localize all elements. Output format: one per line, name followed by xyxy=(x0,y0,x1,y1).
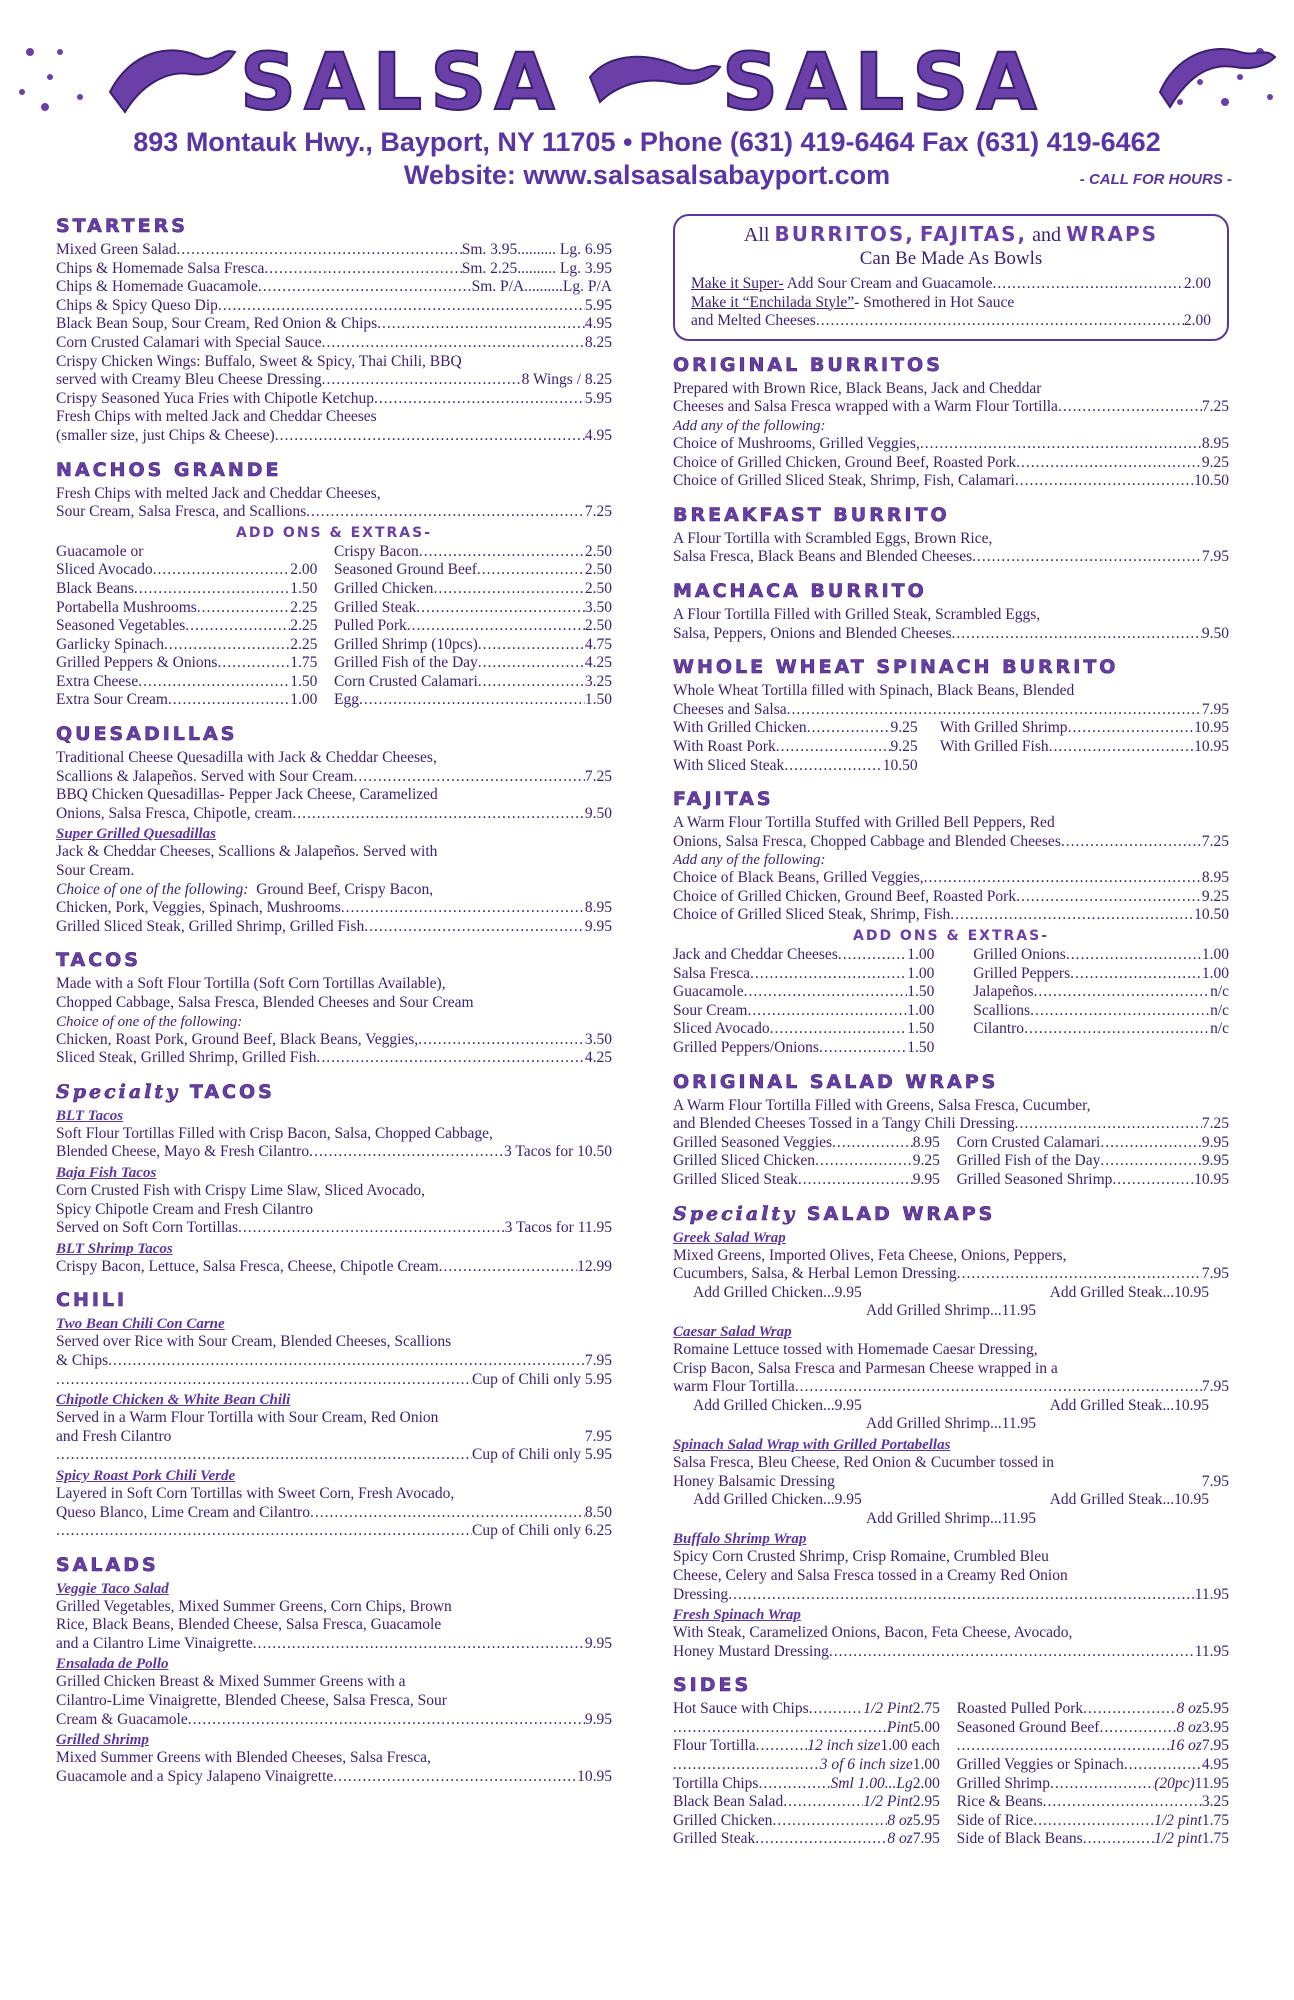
menu-item: Scallions ..... n/c xyxy=(973,1002,1229,1021)
menu-item: (smaller size, just Chips & Cheese) ..... 4.95 xyxy=(56,427,612,446)
logo-text-left: SALSA xyxy=(240,38,563,128)
gecko-decoration-icon xyxy=(0,22,1294,127)
wings-line1: Crispy Chicken Wings: Buffalo, Sweet & Spicy, Thai Chili, BBQ xyxy=(56,352,462,370)
addon-line: Add Grilled Shrimp...11.95 xyxy=(866,1302,1036,1320)
menu-item: Black Bean Salad ..... 1/2 Pint 2.95 xyxy=(673,1793,940,1812)
menu-item: Grilled Seasoned Shrimp ..... 10.95 xyxy=(957,1171,1229,1190)
menu-item: ..... Cup of Chili only 6.25 xyxy=(56,1522,612,1541)
desc-line: Served in a Warm Flour Tortilla with Sour Cream, Red Onion xyxy=(56,1409,439,1427)
menu-item: With Grilled Fish ..... 10.95 xyxy=(940,738,1229,757)
whole-wheat-options xyxy=(673,719,1229,775)
menu-item: Side of Rice ..... 1/2 pint 1.75 xyxy=(957,1812,1229,1831)
menu-item: Grilled Peppers ..... 1.00 xyxy=(973,965,1229,984)
note-line: Add any of the following: xyxy=(673,852,826,869)
menu-item: Chicken, Pork, Veggies, Spinach, Mushrooms ..... 8.95 xyxy=(56,899,612,918)
menu-item: Guacamole and a Spicy Jalapeno Vinaigrette ..... 10.95 xyxy=(56,1768,612,1787)
specialty-wraps-title: Specialty SALAD WRAPS xyxy=(673,1202,996,1225)
menu-item: & Chips ..... 7.95 xyxy=(56,1352,612,1371)
machaca-burrito-title: MACHACA BURRITO xyxy=(673,579,927,602)
menu-item: Side of Black Beans ..... 1/2 pint 1.75 xyxy=(957,1830,1229,1849)
salads-title: SALADS xyxy=(56,1553,159,1576)
call-for-hours: - CALL FOR HOURS - xyxy=(1079,171,1232,188)
menu-item: Sliced Steak, Grilled Shrimp, Grilled Fish ..... 4.25 xyxy=(56,1049,612,1068)
menu-item: Grilled Peppers & Onions ..... 1.75 xyxy=(56,654,317,673)
menu-item: Black Bean Soup, Sour Cream, Red Onion & Chips ..... 4.95 xyxy=(56,315,612,334)
bowls-box xyxy=(673,214,1229,341)
note-line: Add any of the following: xyxy=(673,417,826,434)
fajitas-title: FAJITAS xyxy=(673,788,774,811)
salad-wraps-title: ORIGINAL SALAD WRAPS xyxy=(673,1070,999,1093)
menu-item: Choice of Black Beans, Grilled Veggies, ..... 8.95 xyxy=(673,869,1229,888)
menu-item: Seasoned Ground Beef ..... 8 oz 3.95 xyxy=(957,1719,1229,1738)
sides-list xyxy=(673,1700,1229,1849)
menu-item: Mixed Green Salad ..... Sm. 3.95.......... Lg. 6.95 xyxy=(56,241,612,260)
menu-item: ..... Cup of Chili only 5.95 xyxy=(56,1446,612,1465)
desc-line: Layered in Soft Corn Tortillas with Sweet Corn, Fresh Avocado, xyxy=(56,1484,455,1502)
menu-item: Seasoned Vegetables ..... 2.25 xyxy=(56,617,317,636)
website-line: Website: www.salsasalsabayport.com xyxy=(403,160,891,190)
desc-line: Rice, Black Beans, Blended Cheese, Salsa Fresca, Guacamole xyxy=(56,1616,442,1634)
menu-item: Grilled Sliced Chicken ..... 9.25 xyxy=(673,1152,940,1171)
addon-line: Add Grilled Chicken...9.95 Add Grilled Steak...10.95 xyxy=(693,1283,1209,1301)
fresh-chips-line1: Fresh Chips with melted Jack and Cheddar Cheeses xyxy=(56,408,377,426)
menu-item: Chips & Homemade Guacamole ..... Sm. P/A..........Lg. P/A xyxy=(56,278,612,297)
menu-item: Grilled Fish of the Day ..... 9.95 xyxy=(957,1152,1229,1171)
desc-line: Salsa Fresca, Bleu Cheese, Red Onion & Cucumber tossed in xyxy=(673,1453,1054,1471)
menu-item: Salsa, Peppers, Onions and Blended Cheeses ..... 9.50 xyxy=(673,625,1229,644)
menu-item: Crispy Seasoned Yuca Fries with Chipotle Ketchup ..... 5.95 xyxy=(56,390,612,409)
desc-line: Sour Cream. xyxy=(56,862,135,880)
menu-item: Guacamole ..... 1.50 xyxy=(673,983,934,1002)
menu-item: Egg ..... 1.50 xyxy=(334,691,612,710)
subsection-title: Buffalo Shrimp Wrap xyxy=(673,1531,807,1548)
desc-line: Romaine Lettuce tossed with Homemade Caesar Dressing, xyxy=(673,1340,1038,1358)
subsection-title: Grilled Shrimp xyxy=(56,1732,149,1749)
menu-item: Corn Crusted Calamari ..... 9.95 xyxy=(957,1134,1229,1153)
menu-item: Black Beans ..... 1.50 xyxy=(56,580,317,599)
subsection-title: Caesar Salad Wrap xyxy=(673,1323,792,1340)
breakfast-burrito-title: BREAKFAST BURRITO xyxy=(673,503,950,526)
desc-line: Spicy Chipotle Cream and Fresh Cilantro xyxy=(56,1200,314,1218)
menu-item: Tortilla Chips ..... Sml 1.00...Lg 2.00 xyxy=(673,1775,940,1794)
desc-line: Served over Rice with Sour Cream, Blended Cheeses, Scallions xyxy=(56,1333,452,1351)
addon-line: Add Grilled Shrimp...11.95 xyxy=(866,1415,1036,1433)
menu-item: Jack and Cheddar Cheeses ..... 1.00 xyxy=(673,946,934,965)
menu-item: Grilled Fish of the Day ..... 4.25 xyxy=(334,654,612,673)
desc-line: Crisp Bacon, Salsa Fresca and Parmesan Cheese wrapped in a xyxy=(673,1359,1058,1377)
left-column xyxy=(56,210,612,1786)
desc-line: Whole Wheat Tortilla filled with Spinach, Black Beans, Blended xyxy=(673,682,1075,700)
desc-line: Spicy Corn Crusted Shrimp, Crisp Romaine, Crumbled Bleu xyxy=(673,1548,1049,1566)
menu-item: Extra Cheese ..... 1.50 xyxy=(56,673,317,692)
addon-line: Add Grilled Chicken...9.95 Add Grilled Steak...10.95 xyxy=(693,1491,1209,1509)
menu-item: and Blended Cheeses Tossed in a Tangy Chili Dressing ..... 7.25 xyxy=(673,1115,1229,1134)
menu-item: Choice of Grilled Sliced Steak, Shrimp, Fish ..... 10.50 xyxy=(673,906,1229,925)
menu-item: Grilled Steak ..... 3.50 xyxy=(334,599,612,618)
menu-item: Served on Soft Corn Tortillas ..... 3 Tacos for 11.95 xyxy=(56,1219,612,1238)
menu-item: warm Flour Tortilla ..... 7.95 xyxy=(673,1378,1229,1397)
menu-item: Grilled Chicken ..... 2.50 xyxy=(334,580,612,599)
menu-item: Grilled Veggies or Spinach ..... 4.95 xyxy=(957,1756,1229,1775)
address-line: 893 Montauk Hwy., Bayport, NY 11705 • Phone (631) 419-6464 Fax (631) 419-6462 xyxy=(133,127,1161,157)
menu-item: Cheeses and Salsa ..... 7.95 xyxy=(673,701,1229,720)
salsa-salsa-logo xyxy=(0,22,1294,127)
menu-item: Choice of Grilled Sliced Steak, Shrimp, Fish, Calamari ..... 10.50 xyxy=(673,472,1229,491)
salad-wraps-options xyxy=(673,1134,1229,1190)
desc-line: Cheese, Celery and Salsa Fresca tossed in a Creamy Red Onion xyxy=(673,1566,1068,1584)
nachos-title: NACHOS GRANDE xyxy=(56,458,282,481)
desc-line: Grilled Vegetables, Mixed Summer Greens, Corn Chips, Brown xyxy=(56,1597,452,1615)
menu-item: Chips & Spicy Queso Dip ..... 5.95 xyxy=(56,297,612,316)
menu-item: Grilled Shrimp ..... (20pc) 11.95 xyxy=(957,1775,1229,1794)
specialty-tacos-title: Specialty TACOS xyxy=(56,1080,275,1103)
menu-item: Blended Cheese, Mayo & Fresh Cilantro ..... 3 Tacos for 10.50 xyxy=(56,1143,612,1162)
menu-item: Grilled Peppers/Onions ..... 1.50 xyxy=(673,1039,934,1058)
bowls-heading: All BURRITOS, FAJITAS, and WRAPS xyxy=(743,222,1159,246)
subsection-title: Spinach Salad Wrap with Grilled Portabellas xyxy=(673,1436,951,1453)
subsection-title: BLT Shrimp Tacos xyxy=(56,1240,173,1257)
menu-item: Sour Cream ..... 1.00 xyxy=(673,1002,934,1021)
menu-item: Scallions & Jalapeños. Served with Sour Cream ..... 7.25 xyxy=(56,768,612,787)
chili-title: CHILI xyxy=(56,1289,128,1312)
menu-item: Grilled Onions ..... 1.00 xyxy=(973,946,1229,965)
subsection-title: Two Bean Chili Con Carne xyxy=(56,1316,225,1333)
menu-item: and Melted Cheeses ..... 2.00 xyxy=(691,312,1211,331)
menu-item: Cheeses and Salsa Fresca wrapped with a Warm Flour Tortilla ..... 7.25 xyxy=(673,398,1229,417)
subsection-title: Fresh Spinach Wrap xyxy=(673,1607,801,1624)
menu-item: Choice of Grilled Chicken, Ground Beef, Roasted Pork ..... 9.25 xyxy=(673,888,1229,907)
whole-wheat-title: WHOLE WHEAT SPINACH BURRITO xyxy=(673,656,1119,679)
menu-item: Flour Tortilla ..... 12 inch size 1.00 each xyxy=(673,1737,940,1756)
bowls-subheading: Can Be Made As Bowls xyxy=(859,248,1043,269)
desc-line: Traditional Cheese Quesadilla with Jack & Cheddar Cheeses, xyxy=(56,749,437,767)
menu-item: served with Creamy Bleu Cheese Dressing ..... 8 Wings / 8.25 xyxy=(56,371,612,390)
desc-line: Corn Crusted Fish with Crispy Lime Slaw, Sliced Avocado, xyxy=(56,1181,425,1199)
menu-item: and a Cilantro Lime Vinaigrette ..... 9.95 xyxy=(56,1635,612,1654)
menu-item: With Roast Pork ..... 9.25 xyxy=(673,738,918,757)
menu-item: Grilled Steak ..... 8 oz 7.95 xyxy=(673,1830,940,1849)
desc-line: Make it “Enchilada Style”- Smothered in Hot Sauce xyxy=(691,293,1015,311)
menu-item: Sliced Avocado ..... 2.00 xyxy=(56,561,317,580)
menu-item: Onions, Salsa Fresca, Chipotle, cream ..... 9.50 xyxy=(56,805,612,824)
addon-item: Guacamole or xyxy=(56,542,144,560)
desc-line: A Flour Tortilla with Scrambled Eggs, Brown Rice, xyxy=(673,529,993,547)
menu-item: Choice of Mushrooms, Grilled Veggies, ..... 8.95 xyxy=(673,435,1229,454)
desc-line: A Flour Tortilla Filled with Grilled Steak, Scrambled Eggs, xyxy=(673,605,1041,623)
desc-line: A Warm Flour Tortilla Filled with Greens, Salsa Fresca, Cucumber, xyxy=(673,1096,1091,1114)
right-column xyxy=(673,210,1229,1849)
menu-item: Crispy Bacon, Lettuce, Salsa Fresca, Cheese, Chipotle Cream ..... 12.99 xyxy=(56,1258,612,1277)
logo-text-right: SALSA xyxy=(722,38,1045,128)
menu-item: Choice of Grilled Chicken, Ground Beef, Roasted Pork ..... 9.25 xyxy=(673,454,1229,473)
subsection-title: Super Grilled Quesadillas xyxy=(56,826,217,843)
desc-line: Jack & Cheddar Cheeses, Scallions & Jalapeños. Served with xyxy=(56,843,438,861)
menu-item: Grilled Chicken ..... 8 oz 5.95 xyxy=(673,1812,940,1831)
menu-item: Seasoned Ground Beef ..... 2.50 xyxy=(334,561,612,580)
quesadillas-title: QUESADILLAS xyxy=(56,723,238,746)
desc-line: With Steak, Caramelized Onions, Bacon, Feta Cheese, Avocado, xyxy=(673,1624,1073,1642)
menu-item: Salsa Fresca ..... 1.00 xyxy=(673,965,934,984)
subsection-title: Greek Salad Wrap xyxy=(673,1229,786,1246)
menu-item: Extra Sour Cream ..... 1.00 xyxy=(56,691,317,710)
addon-line: Add Grilled Chicken...9.95 Add Grilled Steak...10.95 xyxy=(693,1396,1209,1414)
desc-line: Mixed Greens, Imported Olives, Feta Cheese, Onions, Peppers, xyxy=(673,1246,1067,1264)
starters-title: STARTERS xyxy=(56,215,188,237)
desc-line: Prepared with Brown Rice, Black Beans, Jack and Cheddar xyxy=(673,379,1042,397)
menu-item: With Grilled Chicken ..... 9.25 xyxy=(673,719,918,738)
desc-line: Made with a Soft Flour Tortilla (Soft Corn Tortillas Available), xyxy=(56,975,446,993)
fajitas-addons xyxy=(673,946,1229,1058)
desc-line: Soft Flour Tortillas Filled with Crisp Bacon, Salsa, Chopped Cabbage, xyxy=(56,1124,493,1142)
menu-item: Grilled Sliced Steak ..... 9.95 xyxy=(673,1171,940,1190)
menu-item: Cream & Guacamole ..... 9.95 xyxy=(56,1711,612,1730)
desc-line: Mixed Summer Greens with Blended Cheeses, Salsa Fresca, xyxy=(56,1749,431,1767)
subsection-title: Chipotle Chicken & White Bean Chili xyxy=(56,1392,291,1409)
subsection-title: Spicy Roast Pork Chili Verde xyxy=(56,1467,236,1484)
menu-item: Sour Cream, Salsa Fresca, and Scallions ..... 7.25 xyxy=(56,503,612,522)
menu-item: and Fresh Cilantro 7.95 xyxy=(56,1427,612,1445)
menu-item: Portabella Mushrooms ..... 2.25 xyxy=(56,599,317,618)
menu-item: With Sliced Steak ..... 10.50 xyxy=(673,757,918,776)
desc-line: Chopped Cabbage, Salsa Fresca, Blended Cheeses and Sour Cream xyxy=(56,994,474,1011)
nachos-addons xyxy=(56,543,612,710)
menu-item: Grilled Shrimp (10pcs) ..... 4.75 xyxy=(334,636,612,655)
menu-item: Queso Blanco, Lime Cream and Cilantro ..... 8.50 xyxy=(56,1504,612,1523)
menu-item: Cilantro ..... n/c xyxy=(973,1020,1229,1039)
menu-item: Onions, Salsa Fresca, Chopped Cabbage and Blended Cheeses ..... 7.25 xyxy=(673,833,1229,852)
nachos-line1: Fresh Chips with melted Jack and Cheddar Cheeses, xyxy=(56,484,381,502)
menu-item: Chips & Homemade Salsa Fresca ..... Sm. 2.25.......... Lg. 3.95 xyxy=(56,260,612,279)
subsection-title: BLT Tacos xyxy=(56,1107,124,1124)
menu-item: Garlicky Spinach ..... 2.25 xyxy=(56,636,317,655)
menu-item: ..... Cup of Chili only 5.95 xyxy=(56,1371,612,1390)
menu-item: Pulled Pork ..... 2.50 xyxy=(334,617,612,636)
menu-item: ..... Pint 5.00 xyxy=(673,1719,940,1738)
menu-item: Rice & Beans ..... 3.25 xyxy=(957,1793,1229,1812)
desc-line: Cilantro-Lime Vinaigrette, Blended Cheese, Salsa Fresca, Sour xyxy=(56,1692,447,1710)
menu-item: ..... 16 oz 7.95 xyxy=(957,1737,1229,1756)
subsection-title: Baja Fish Tacos xyxy=(56,1164,157,1181)
subsection-title: Ensalada de Pollo xyxy=(56,1656,169,1673)
menu-item: Sliced Avocado ..... 1.50 xyxy=(673,1020,934,1039)
menu-item: Honey Balsamic Dressing 7.95 xyxy=(673,1472,1229,1490)
nachos-addons-title: ADD ONS & EXTRAS- xyxy=(235,524,433,541)
addon-line: Add Grilled Shrimp...11.95 xyxy=(866,1509,1036,1527)
menu-header xyxy=(0,0,1294,200)
original-burritos-title: ORIGINAL BURRITOS xyxy=(673,353,943,376)
sides-title: SIDES xyxy=(673,1674,752,1697)
menu-item: Salsa Fresca, Black Beans and Blended Cheeses ..... 7.95 xyxy=(673,548,1229,567)
menu-item: Corn Crusted Calamari with Special Sauce ..... 8.25 xyxy=(56,334,612,353)
subsection-title: Veggie Taco Salad xyxy=(56,1580,169,1597)
note-line: Choice of one of the following: xyxy=(56,1013,243,1030)
menu-item: With Grilled Shrimp ..... 10.95 xyxy=(940,719,1229,738)
fajitas-addons-title: ADD ONS & EXTRAS- xyxy=(852,928,1050,945)
menu-item: Make it Super- Add Sour Cream and Guacamole ..... 2.00 xyxy=(691,275,1211,294)
menu-item: ..... 3 of 6 inch size 1.00 xyxy=(673,1756,940,1775)
menu-item: Crispy Bacon ..... 2.50 xyxy=(334,543,612,562)
desc-line: BBQ Chicken Quesadillas- Pepper Jack Cheese, Caramelized xyxy=(56,786,438,804)
menu-item: Corn Crusted Calamari ..... 3.25 xyxy=(334,673,612,692)
desc-line: A Warm Flour Tortilla Stuffed with Grilled Bell Peppers, Red xyxy=(673,814,1055,832)
menu-item: Grilled Seasoned Veggies ..... 8.95 xyxy=(673,1134,940,1153)
desc-line: Choice of one of the following: Ground Beef, Crispy Bacon, xyxy=(56,880,434,898)
menu-item: Dressing ..... 11.95 xyxy=(673,1586,1229,1605)
menu-item: Roasted Pulled Pork ..... 8 oz 5.95 xyxy=(957,1700,1229,1719)
menu-item: Chicken, Roast Pork, Ground Beef, Black Beans, Veggies, ..... 3.50 xyxy=(56,1031,612,1050)
tacos-title: TACOS xyxy=(56,949,141,972)
menu-item: Jalapeños ..... n/c xyxy=(973,983,1229,1002)
menu-item: Hot Sauce with Chips ..... 1/2 Pint 2.75 xyxy=(673,1700,940,1719)
menu-item: Honey Mustard Dressing ..... 11.95 xyxy=(673,1643,1229,1662)
desc-line: Grilled Chicken Breast & Mixed Summer Greens with a xyxy=(56,1673,406,1691)
menu-item: Cucumbers, Salsa, & Herbal Lemon Dressing ..... 7.95 xyxy=(673,1265,1229,1284)
menu-item: Grilled Sliced Steak, Grilled Shrimp, Grilled Fish ..... 9.95 xyxy=(56,918,612,937)
